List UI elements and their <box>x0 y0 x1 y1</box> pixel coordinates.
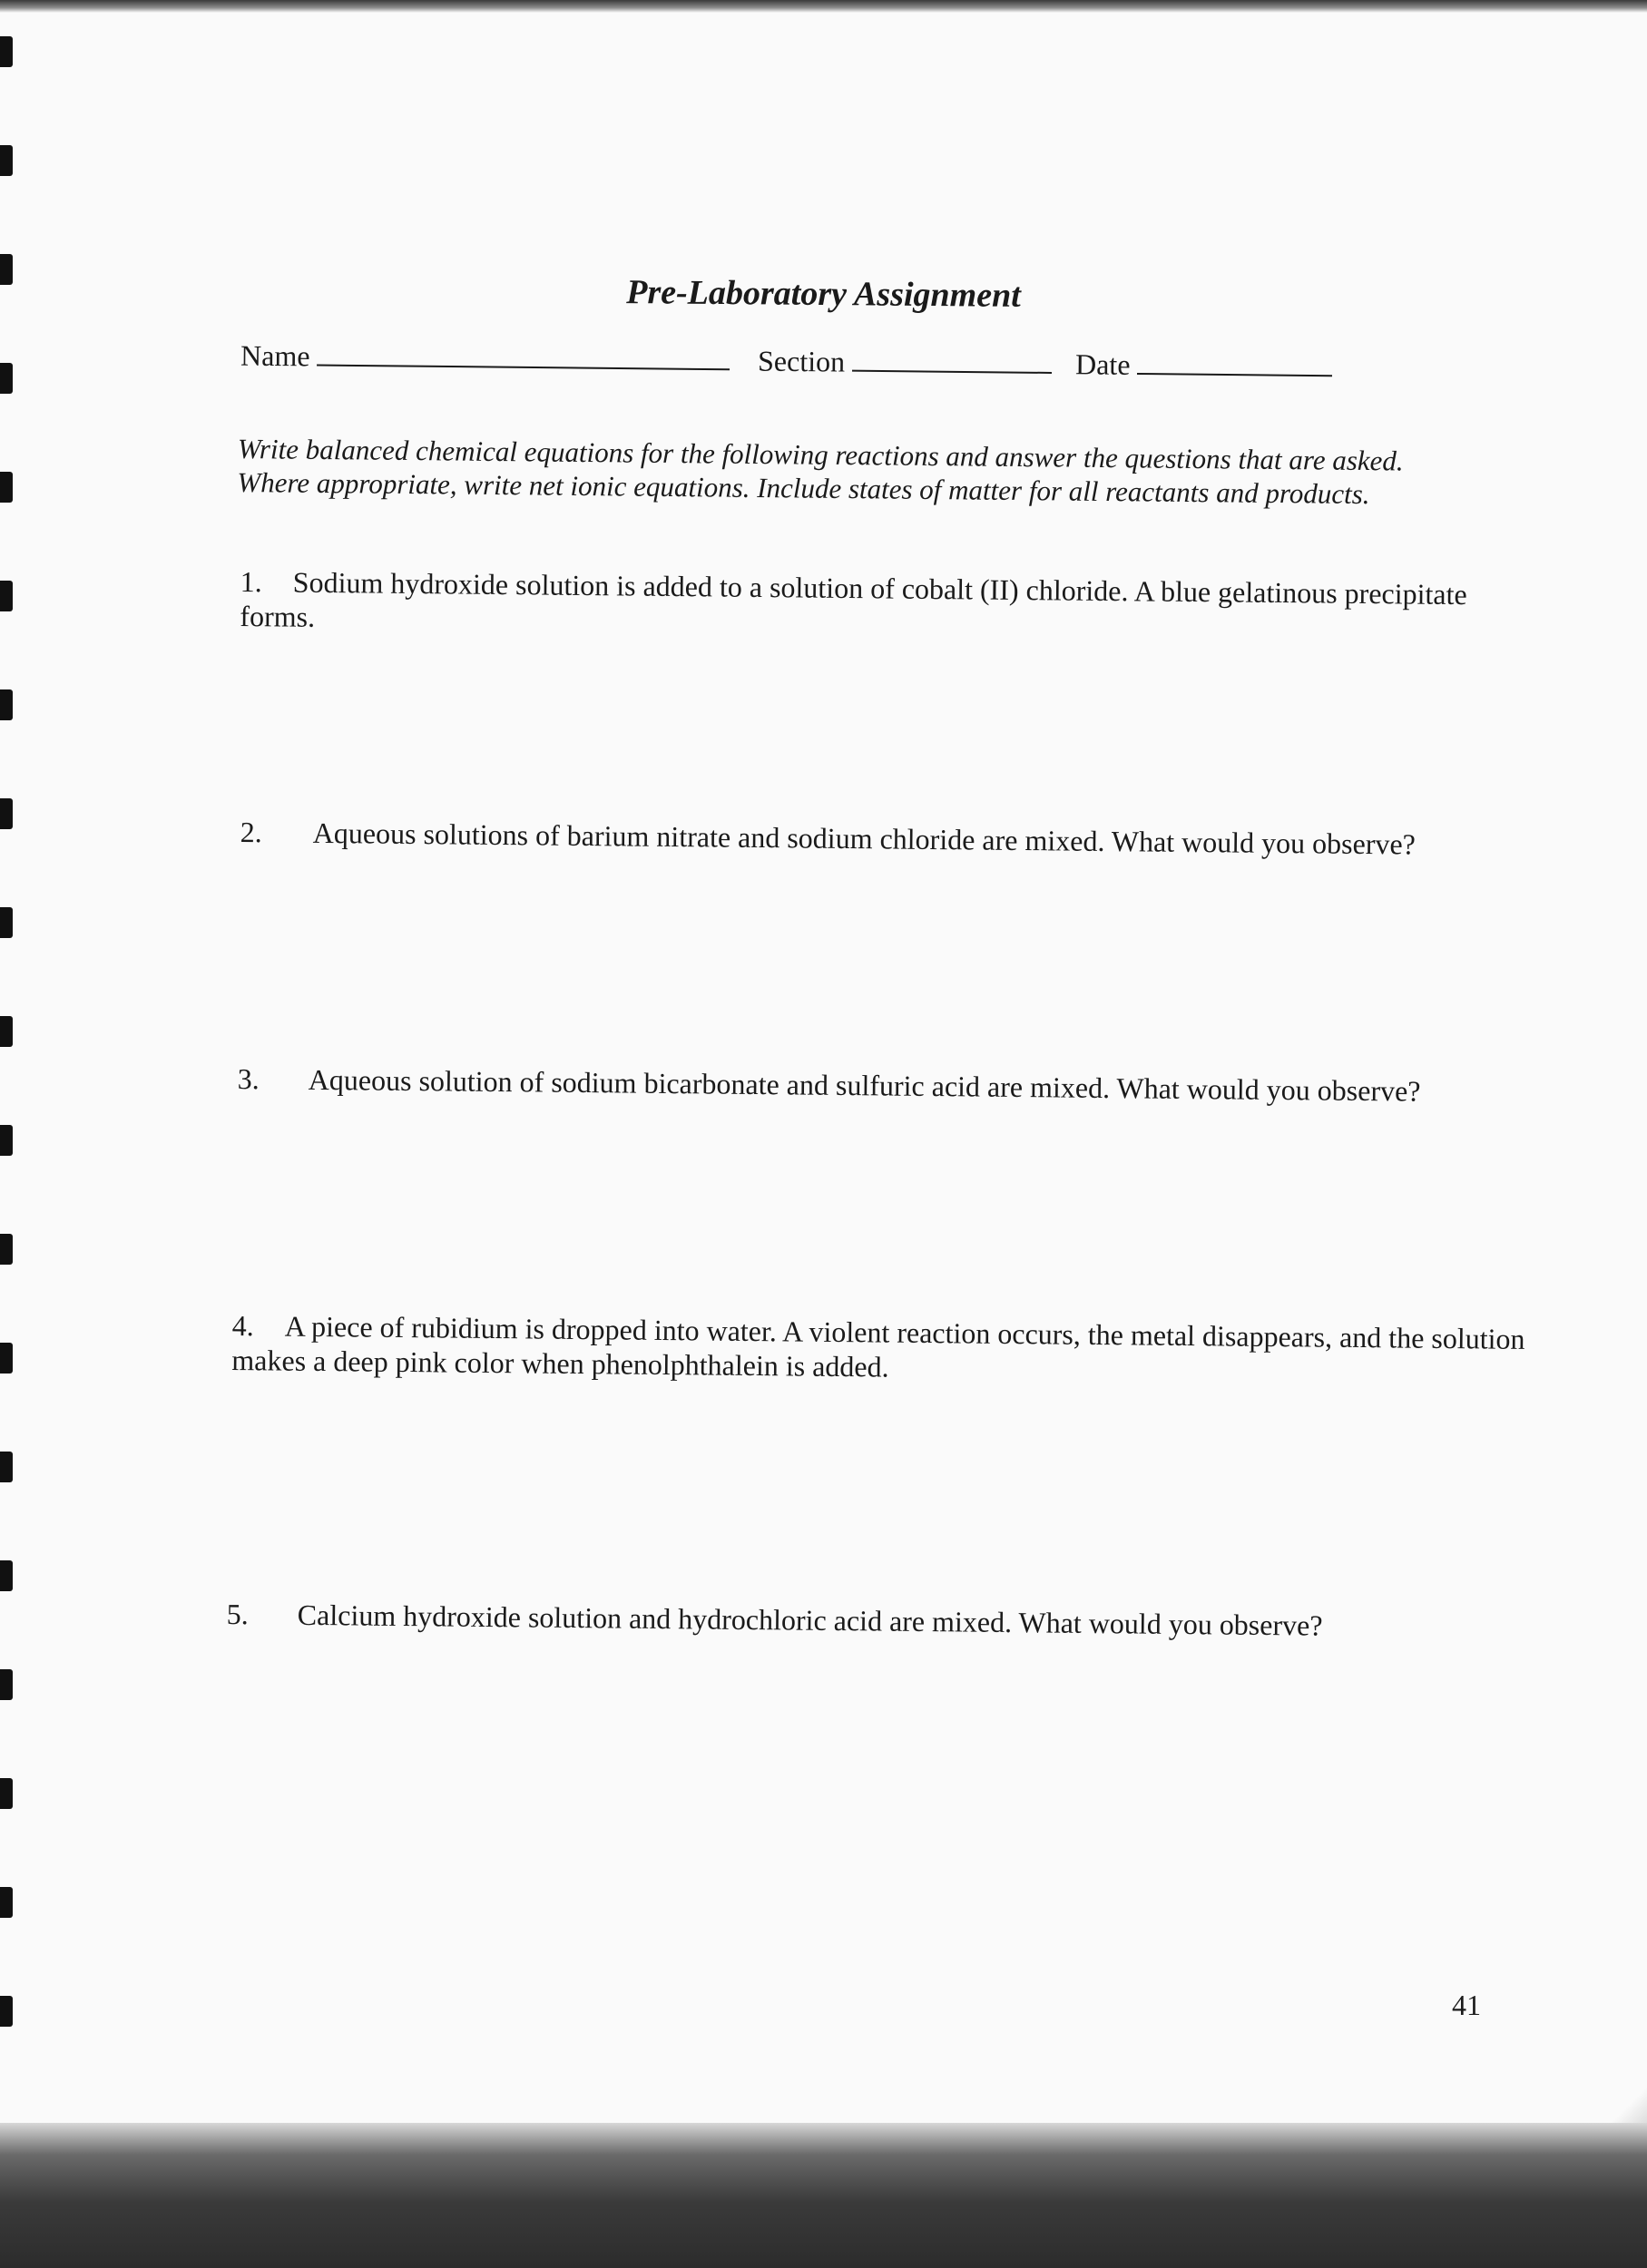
page-title: Pre-Laboratory Assignment <box>626 273 1021 315</box>
question-number: 5. <box>226 1598 249 1631</box>
question-text: Calcium hydroxide solution and hydrochloric acid are mixed. What would you observe? <box>297 1598 1323 1642</box>
name-label: Name <box>240 338 310 373</box>
date-blank-line[interactable] <box>1137 349 1332 376</box>
scan-top-edge <box>0 0 1647 13</box>
binding-hole <box>0 1778 13 1809</box>
date-field[interactable] <box>1075 347 1333 384</box>
binding-hole <box>0 1669 13 1700</box>
section-label: Section <box>757 344 846 378</box>
binding-hole <box>0 1016 13 1047</box>
question-item <box>231 1308 1530 1392</box>
name-field[interactable] <box>240 339 730 378</box>
section-blank-line[interactable] <box>852 347 1052 374</box>
section-field[interactable] <box>758 345 1052 381</box>
question-text: Aqueous solutions of barium nitrate and sodium chloride are mixed. What would you observe? <box>312 816 1417 861</box>
instructions: Write balanced chemical equations for the following reactions and answer the questions that are asked. Where appropriate, write net ionic equations. Include states of matter for all reactants and products. <box>237 432 1404 511</box>
binding-hole <box>0 1996 13 2027</box>
question-text: A piece of rubidium is dropped into water. A violent reaction occurs, the metal disappears, and the solution makes a deep pink color when phenolphthalein is added. <box>231 1309 1525 1383</box>
question-text: Sodium hydroxide solution is added to a solution of cobalt (II) chloride. A blue gelatinous precipitate forms. <box>240 565 1467 634</box>
question-number: 3. <box>237 1062 260 1096</box>
binding-hole <box>0 689 13 720</box>
date-label: Date <box>1074 347 1131 381</box>
page-number: 41 <box>1452 1989 1481 2021</box>
question-number: 2. <box>240 815 262 849</box>
question-item <box>240 564 1511 647</box>
name-blank-line[interactable] <box>317 340 730 370</box>
question-number: 1. <box>240 564 262 599</box>
binding-hole <box>0 1234 13 1265</box>
binding-hole <box>0 581 13 611</box>
binding-hole <box>0 1343 13 1374</box>
binding-hole <box>0 798 13 829</box>
scan-bottom-shadow <box>0 2123 1647 2268</box>
binding-hole <box>0 907 13 938</box>
spiral-binding-holes <box>0 36 15 2105</box>
question-text: Aqueous solution of sodium bicarbonate and sulfuric acid are mixed. What would you observe? <box>308 1062 1421 1108</box>
binding-hole <box>0 145 13 176</box>
binding-hole <box>0 1887 13 1918</box>
binding-hole <box>0 472 13 503</box>
binding-hole <box>0 1560 13 1591</box>
binding-hole <box>0 1125 13 1156</box>
student-info-row <box>240 339 1348 406</box>
binding-hole <box>0 1452 13 1482</box>
binding-hole <box>0 363 13 394</box>
question-number: 4. <box>231 1309 254 1343</box>
binding-hole <box>0 36 13 67</box>
